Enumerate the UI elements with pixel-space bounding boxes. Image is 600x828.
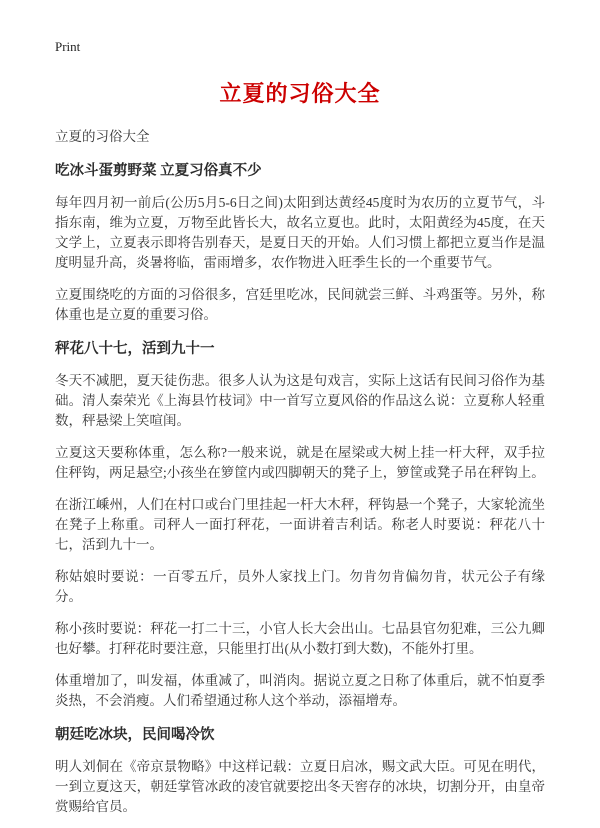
paragraph-how-to-weigh: 立夏这天要称体重，怎么称?一般来说，就是在屋梁或大树上挂一杆大秤，双手拉住秤钩，两足悬空;小孩坐在箩筐内或四脚朝天的凳子上，箩筐或凳子吊在秤钩上。 bbox=[55, 445, 545, 480]
paragraph-folk-basis: 冬天不减肥，夏天徒伤悲。很多人认为这是句戏言，实际上这话有民间习俗作为基础。清人秦荣光《上海县竹枝词》中一首写立夏风俗的作品这么说：立夏称人轻重数，秤悬梁上笑喧闺。 bbox=[55, 373, 545, 428]
section-heading-ice: 朝廷吃冰块，民间喝冷饮 bbox=[55, 727, 215, 743]
article-subtitle: 立夏的习俗大全 bbox=[55, 129, 150, 144]
print-button[interactable]: Print bbox=[55, 39, 81, 54]
paragraph-zhejiang-shengzhou: 在浙江嵊州，人们在村口或台门里挂起一杆大木秤，秤钩悬一个凳子，大家轮流坐在凳子上称重。司秤人一面打秤花，一面讲着吉利话。称老人时要说：秤花八十七，活到九十一。 bbox=[55, 497, 545, 552]
paragraph-weight-change: 体重增加了，叫发福，体重减了，叫消肉。据说立夏之日称了体重后，就不怕夏季炎热，不会消瘦。人们希望通过称人这个举动，添福增寿。 bbox=[55, 673, 545, 708]
section-heading-weighing: 秤花八十七，活到九十一 bbox=[55, 341, 215, 357]
page-title: 立夏的习俗大全 bbox=[219, 81, 381, 106]
paragraph-weighing-children: 称小孩时要说：秤花一打二十三，小官人长大会出山。七品县官勿犯难，三公九卿也好攀。打秤花时要注意，只能里打出(从小数打到大数)，不能外打里。 bbox=[55, 621, 545, 656]
paragraph-ming-dynasty-ice: 明人刘侗在《帝京景物略》中这样记载：立夏日启冰，赐文武大臣。可见在明代，一到立夏这天，朝廷掌管冰政的凌官就要挖出冬天窖存的冰块，切割分开，由皇帝赏赐给官员。 bbox=[55, 759, 545, 814]
section-heading-customs: 吃冰斗蛋剪野菜 立夏习俗真不少 bbox=[55, 163, 262, 179]
paragraph-eating-customs: 立夏围绕吃的方面的习俗很多，宫廷里吃冰，民间就尝三鲜、斗鸡蛋等。另外，称体重也是立夏的重要习俗。 bbox=[55, 287, 545, 322]
paragraph-lixia-intro: 每年四月初一前后(公历5月5-6日之间)太阳到达黄经45度时为农历的立夏节气，斗指东南，维为立夏，万物至此皆长大，故名立夏也。此时，太阳黄经为45度，在天文学上，立夏表示即将告别春天，是夏日天的开始。人们习惯上都把立夏当作是温度明显升高，炎暑将临，雷雨增多，农作物进入旺季生长的一个重要节气。 bbox=[55, 195, 545, 270]
paragraph-weighing-girls: 称姑娘时要说：一百零五斤，员外人家找上门。勿肯勿肯偏勿肯，状元公子有缘分。 bbox=[55, 569, 545, 604]
